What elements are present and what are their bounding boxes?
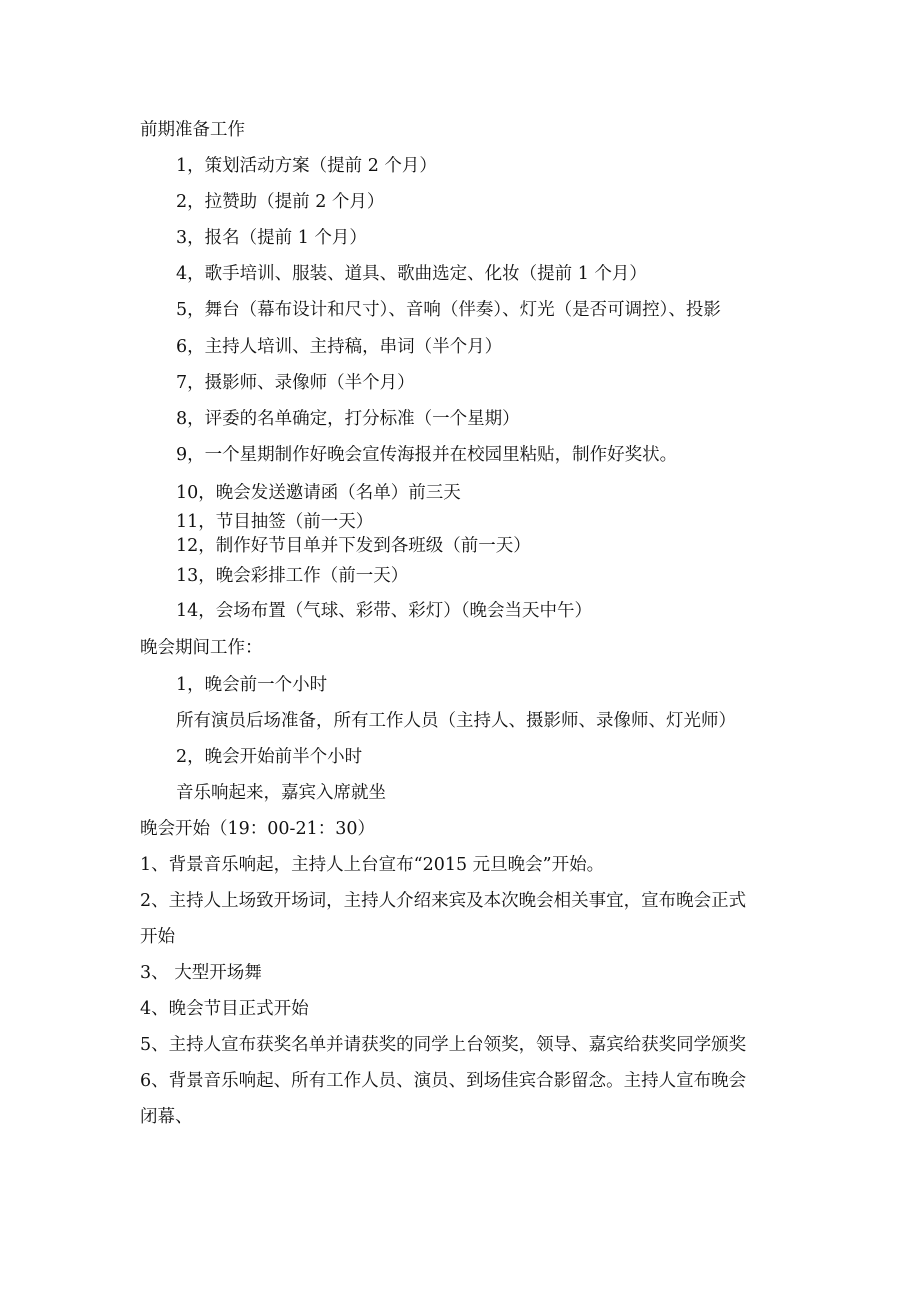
prep-item: 5，舞台（幕布设计和尺寸）、音响（伴奏）、灯光（是否可调控）、投影: [176, 300, 721, 320]
prep-item: 9，一个星期制作好晚会宣传海报并在校园里粘贴，制作好奖状。: [176, 445, 678, 465]
prep-item: 12，制作好节目单并下发到各班级（前一天）: [176, 536, 531, 556]
start-heading: 晚会开始（19：00-21：30）: [140, 819, 375, 839]
during-line: 音乐响起来，嘉宾入席就坐: [176, 783, 386, 803]
during-line: 所有演员后场准备，所有工作人员（主持人、摄影师、录像师、灯光师）: [176, 711, 736, 731]
prep-item: 11，节目抽签（前一天）: [176, 512, 374, 532]
prep-item: 8，评委的名单确定，打分标准（一个星期）: [176, 409, 520, 429]
prep-heading: 前期准备工作: [140, 120, 245, 140]
start-line: 5、主持人宣布获奖名单并请获奖的同学上台领奖，领导、嘉宾给获奖同学颁奖: [140, 1035, 747, 1055]
prep-item: 3，报名（提前 1 个月）: [176, 228, 367, 248]
start-line: 1、背景音乐响起，主持人上台宣布“2015 元旦晚会”开始。: [140, 855, 605, 875]
prep-item: 1，策划活动方案（提前 2 个月）: [176, 156, 437, 176]
prep-item: 6，主持人培训、主持稿，串词（半个月）: [176, 337, 503, 357]
during-line: 2，晚会开始前半个小时: [176, 747, 363, 767]
start-line: 开始: [140, 927, 175, 947]
prep-item: 2，拉赞助（提前 2 个月）: [176, 192, 385, 212]
during-line: 1，晚会前一个小时: [176, 675, 328, 695]
prep-item: 4，歌手培训、服装、道具、歌曲选定、化妆（提前 1 个月）: [176, 264, 647, 284]
start-line: 3、 大型开场舞: [140, 963, 262, 983]
prep-item: 14，会场布置（气球、彩带、彩灯）（晚会当天中午）: [176, 601, 593, 621]
prep-item: 10，晚会发送邀请函（名单）前三天: [176, 483, 461, 503]
during-heading: 晚会期间工作：: [140, 638, 263, 658]
start-line: 6、背景音乐响起、所有工作人员、演员、到场佳宾合影留念。主持人宣布晚会: [140, 1071, 747, 1091]
start-line: 4、晚会节目正式开始: [140, 999, 309, 1019]
start-line: 闭幕、: [140, 1107, 193, 1127]
prep-item: 7，摄影师、录像师（半个月）: [176, 373, 415, 393]
start-line: 2、主持人上场致开场词，主持人介绍来宾及本次晚会相关事宜，宣布晚会正式: [140, 891, 747, 911]
prep-item: 13，晚会彩排工作（前一天）: [176, 566, 409, 586]
